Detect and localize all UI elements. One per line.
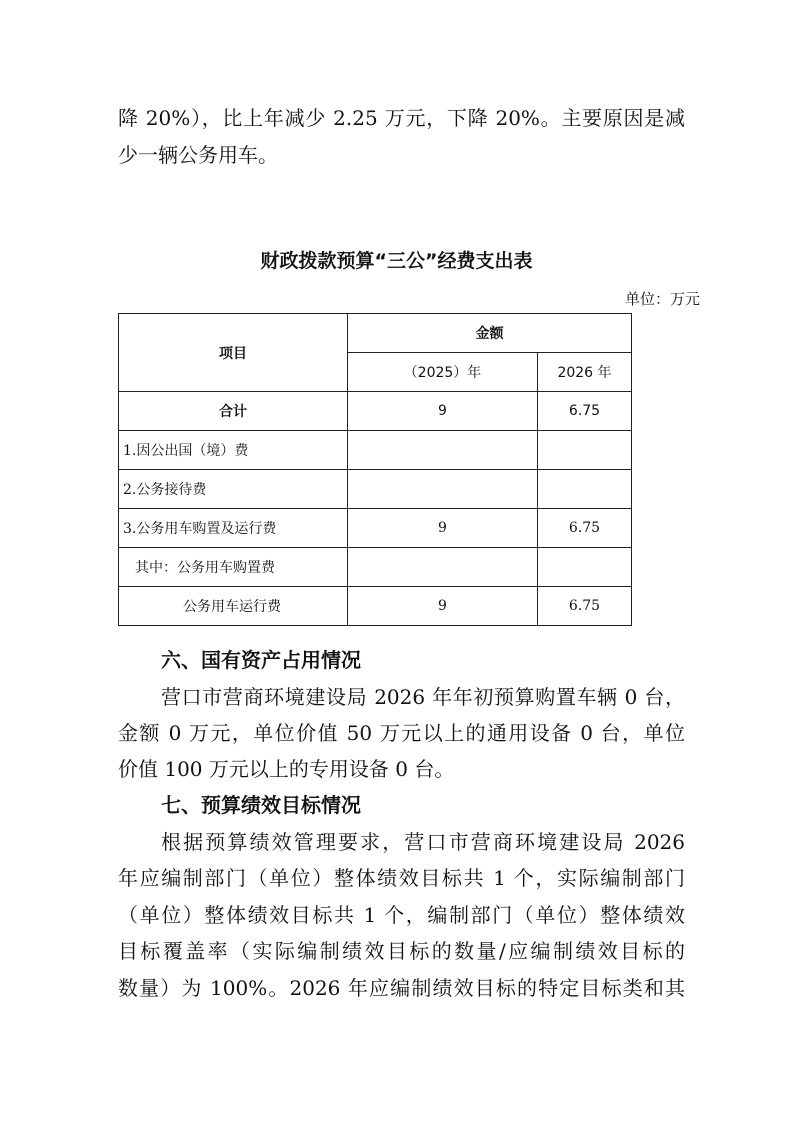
paragraph-line: 数量）为 100%。2026 年应编制绩效目标的特定目标类和其 <box>118 976 685 1000</box>
cell-2026: 6.75 <box>538 587 632 626</box>
paragraph-line: 金额 0 万元，单位价值 50 万元以上的通用设备 0 台，单位 <box>118 721 685 745</box>
paragraph-line: 根据预算绩效管理要求，营口市营商环境建设局 2026 <box>161 830 685 854</box>
cell-2026: 6.75 <box>538 509 632 548</box>
cell-2025 <box>348 470 538 509</box>
table-row-total <box>119 392 632 431</box>
cell-2025: 9 <box>348 509 538 548</box>
cell-2025: 9 <box>348 587 538 626</box>
header-amount: 金额 <box>348 314 632 353</box>
paragraph-line: 价值 100 万元以上的专用设备 0 台。 <box>118 757 455 781</box>
cell-2025: 9 <box>348 392 538 431</box>
header-year-2026: 2026 年 <box>538 353 632 392</box>
cell-2026 <box>538 548 632 587</box>
section-heading: 七、预算绩效目标情况 <box>161 793 361 817</box>
table-row <box>119 587 632 626</box>
table-row <box>119 431 632 470</box>
header-year-2025: （2025）年 <box>348 353 538 392</box>
three-public-expenses-table <box>118 313 632 626</box>
cell-label: 合计 <box>119 392 348 431</box>
cell-label: 3.公务用车购置及运行费 <box>119 509 348 548</box>
cell-2025 <box>348 431 538 470</box>
paragraph-line: 降 20%），比上年减少 2.25 万元，下降 20%。主要原因是减 <box>118 106 685 130</box>
paragraph-line: （单位）整体绩效目标共 1 个，编制部门（单位）整体绩效 <box>118 903 685 927</box>
cell-label: 1.因公出国（境）费 <box>119 431 348 470</box>
cell-label: 2.公务接待费 <box>119 470 348 509</box>
cell-2025 <box>348 548 538 587</box>
table-title: 财政拨款预算“三公”经费支出表 <box>260 250 533 272</box>
cell-label: 其中：公务用车购置费 <box>119 548 348 587</box>
cell-2026: 6.75 <box>538 392 632 431</box>
table-row <box>119 548 632 587</box>
table-row <box>119 470 632 509</box>
cell-2026 <box>538 431 632 470</box>
table-unit: 单位：万元 <box>624 290 700 308</box>
paragraph-line: 年应编制部门（单位）整体绩效目标共 1 个，实际编制部门 <box>118 866 685 890</box>
paragraph-line: 少一辆公务用车。 <box>118 143 278 167</box>
cell-label: 公务用车运行费 <box>119 587 348 626</box>
paragraph-line: 目标覆盖率（实际编制绩效目标的数量/应编制绩效目标的 <box>118 939 685 963</box>
paragraph-line: 营口市营商环境建设局 2026 年年初预算购置车辆 0 台， <box>161 685 685 709</box>
header-item: 项目 <box>119 314 348 392</box>
section-heading: 六、国有资产占用情况 <box>161 648 361 672</box>
table-row <box>119 509 632 548</box>
cell-2026 <box>538 470 632 509</box>
